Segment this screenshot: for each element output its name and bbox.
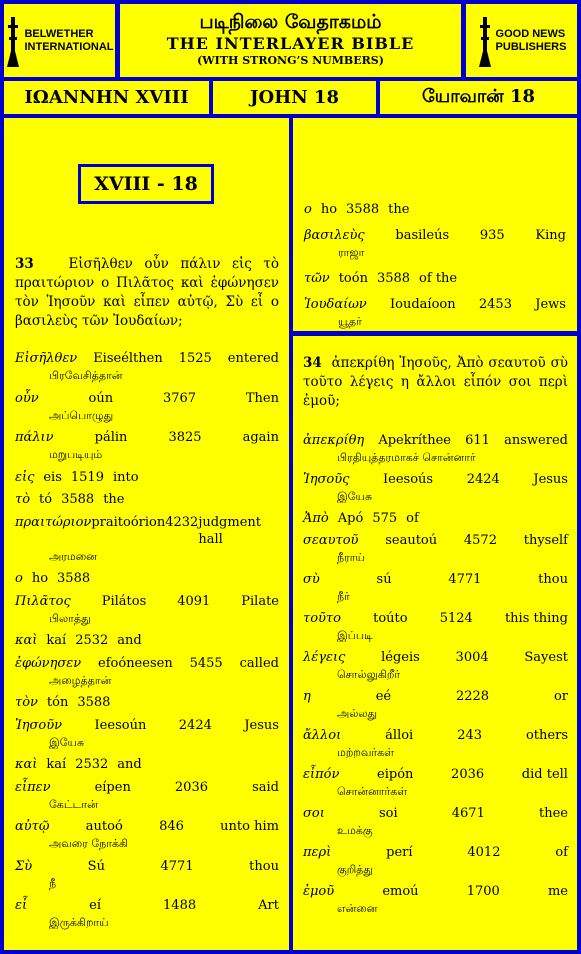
strongs-number: 846 xyxy=(159,819,184,834)
transliteration: perí xyxy=(386,845,413,860)
strongs-number: 4572 xyxy=(463,533,497,548)
strongs-number: 4012 xyxy=(467,845,501,860)
greek-word: τὸν xyxy=(15,695,38,710)
tamil-gloss: யூதர் xyxy=(338,315,362,328)
word-entry xyxy=(303,571,568,605)
word-entry xyxy=(15,756,279,773)
transliteration: tón xyxy=(46,695,69,710)
strongs-number: 243 xyxy=(457,728,483,743)
strongs-number: 611 xyxy=(465,433,490,448)
right-bottom-column xyxy=(293,336,577,950)
transliteration: seautoú xyxy=(385,533,438,548)
english-gloss: others xyxy=(525,728,568,743)
word-entry xyxy=(303,727,568,761)
word-entry xyxy=(303,883,568,917)
chapter-label: XVIII - 18 xyxy=(78,164,214,204)
tamil-gloss: மற்றவர்கள் xyxy=(337,746,395,759)
greek-word: τῶν xyxy=(304,271,330,286)
word-list xyxy=(303,432,568,922)
greek-word: ἐφώνησεν xyxy=(15,655,82,671)
strongs-number: 2228 xyxy=(455,689,490,704)
english-gloss: judgment hall xyxy=(198,514,261,547)
word-list xyxy=(15,350,279,937)
book-tamil-label: யோவான் 18 xyxy=(421,86,536,107)
left-logo-box xyxy=(4,4,115,77)
strongs-number: 4091 xyxy=(177,593,211,609)
transliteration: Apekríthee xyxy=(378,433,451,448)
verse-34 xyxy=(303,354,568,411)
transliteration: efoóneesen xyxy=(98,655,173,671)
transliteration: Ieesoús xyxy=(383,472,434,487)
tamil-gloss: அப்பொழுது xyxy=(49,408,114,422)
title-english: THE INTERLAYER BIBLE xyxy=(166,34,415,53)
word-entry xyxy=(15,632,279,649)
verse-33 xyxy=(15,255,279,331)
greek-word: Σὺ xyxy=(15,858,33,874)
word-entry xyxy=(303,688,568,722)
bellwether-logo-icon xyxy=(5,15,21,67)
word-entry xyxy=(304,270,566,287)
greek-word: βασιλεὺς xyxy=(304,228,365,243)
english-gloss: me xyxy=(547,884,568,899)
strongs-number: 3588 xyxy=(376,271,411,286)
tamil-gloss: என்னை xyxy=(337,902,378,915)
greek-word: οὖν xyxy=(15,390,39,406)
english-gloss: and xyxy=(117,633,142,648)
transliteration: Ieesoún xyxy=(94,717,147,733)
right-logo-line1: GOOD NEWS xyxy=(495,27,566,40)
strongs-number: 2532 xyxy=(75,633,109,648)
greek-word: αὐτῷ xyxy=(15,819,50,834)
strongs-number: 2036 xyxy=(451,767,485,782)
english-gloss: into xyxy=(112,469,139,485)
english-gloss: or xyxy=(553,689,568,704)
tamil-gloss: சொல்லுகிறீர் xyxy=(337,668,401,681)
strongs-number: 4771 xyxy=(160,858,194,874)
word-entry xyxy=(303,844,568,878)
transliteration: ho xyxy=(320,202,338,217)
english-gloss: Jews xyxy=(535,297,566,312)
english-gloss: called xyxy=(239,655,279,671)
english-gloss: of xyxy=(555,845,568,860)
transliteration: toón xyxy=(338,271,368,286)
greek-word: καὶ xyxy=(15,757,38,772)
english-gloss: of the xyxy=(419,271,458,286)
greek-word: εἶ xyxy=(15,898,28,913)
title-tamil: படிநிலை வேதாகமம் xyxy=(199,11,382,33)
transliteration: eipón xyxy=(377,767,414,782)
strongs-number: 935 xyxy=(479,228,505,243)
strongs-number: 5124 xyxy=(439,611,473,626)
verse-number: 34 xyxy=(303,355,322,371)
english-gloss: again xyxy=(242,430,279,445)
greek-word: σεαυτοῦ xyxy=(303,533,359,548)
strongs-number: 2424 xyxy=(466,472,500,487)
word-entry xyxy=(303,805,568,839)
tamil-gloss: மறுபடியும் xyxy=(49,448,103,461)
strongs-number: 5455 xyxy=(189,655,223,671)
english-gloss: Jesus xyxy=(244,717,279,733)
book-english-label: JOHN 18 xyxy=(250,87,339,108)
transliteration: tó xyxy=(39,492,53,507)
word-entry xyxy=(15,818,279,852)
greek-word: Πιλᾶτος xyxy=(15,593,71,609)
tamil-gloss: உமக்கு xyxy=(337,824,373,837)
greek-word: ἀπεκρίθη xyxy=(303,433,365,448)
word-entry xyxy=(15,897,279,931)
tamil-gloss: இயேசு xyxy=(337,490,373,503)
transliteration: Sú xyxy=(87,858,105,874)
tamil-gloss: இருக்கிறாய் xyxy=(49,916,109,929)
greek-word: ἄλλοι xyxy=(303,728,342,743)
tamil-gloss: அழைத்தான் xyxy=(49,673,112,687)
greek-word: ἐμοῦ xyxy=(303,884,335,899)
english-gloss: Pilate xyxy=(241,593,279,609)
good-news-logo-icon xyxy=(477,15,493,67)
word-entry xyxy=(303,766,568,800)
greek-word: τοῦτο xyxy=(303,611,341,626)
greek-word: σοι xyxy=(303,806,325,821)
greek-word: καὶ xyxy=(15,633,38,648)
english-gloss: unto him xyxy=(220,819,279,834)
greek-word: Ἰουδαίων xyxy=(304,297,367,312)
greek-word: ο xyxy=(304,202,312,217)
word-entry xyxy=(15,694,279,711)
word-entry xyxy=(15,350,279,384)
english-gloss: entered xyxy=(227,351,279,366)
strongs-number: 4232 xyxy=(165,514,199,530)
strongs-number: 3588 xyxy=(346,202,380,217)
english-gloss: Then xyxy=(245,390,279,406)
left-column xyxy=(4,118,289,950)
greek-word: εἶπεν xyxy=(15,779,51,795)
strongs-number: 1519 xyxy=(70,469,104,485)
transliteration: Pilátos xyxy=(101,593,147,609)
tamil-gloss: பிரவேசித்தான் xyxy=(49,369,123,382)
word-entry xyxy=(303,610,568,644)
strongs-number: 1488 xyxy=(163,898,197,913)
english-gloss: and xyxy=(117,757,142,772)
transliteration: soi xyxy=(378,806,398,821)
strongs-number: 1700 xyxy=(466,884,500,899)
verse-text: Εἰσῆλθεν οὖν πάλιν εἰς τὸ πραιτώριον ο Πιλᾶτος καὶ ἐφώνησεν τὸν Ἰησοῦν καὶ εἶπεν αὐτῷ, Σὺ εἶ ο βασιλεὺς τῶν Ἰουδαίων; xyxy=(15,256,279,329)
english-gloss: King xyxy=(535,228,566,243)
strongs-number: 3825 xyxy=(168,430,202,445)
transliteration: eí xyxy=(89,898,101,913)
transliteration: Eiseélthen xyxy=(93,351,163,366)
word-entry xyxy=(303,532,568,566)
right-logo-line2: PUBLISHERS xyxy=(495,40,567,53)
word-entry xyxy=(15,390,279,424)
strongs-number: 575 xyxy=(372,511,398,526)
word-list xyxy=(304,201,566,331)
strongs-number: 3588 xyxy=(61,492,95,507)
greek-word: περὶ xyxy=(303,845,332,860)
tamil-gloss: ராஜா xyxy=(338,246,365,259)
verse-text: ἀπεκρίθη Ἰησοῦς, Ἀπὸ σεαυτοῦ σὺ τοῦτο λέγεις η ἄλλοι εἶπόν σοι περὶ ἐμοῦ; xyxy=(303,355,568,409)
book-tamil xyxy=(380,81,577,114)
english-gloss: the xyxy=(103,492,125,507)
tamil-gloss: இப்படி xyxy=(337,629,373,642)
transliteration: basileús xyxy=(395,228,450,243)
word-entry xyxy=(15,469,279,486)
strongs-number: 3588 xyxy=(57,571,91,586)
english-gloss: thyself xyxy=(523,533,568,548)
tamil-gloss: நீராய் xyxy=(337,551,365,564)
word-entry xyxy=(15,491,279,508)
tamil-gloss: அரமனை xyxy=(49,549,97,563)
tamil-gloss: அவரை நோக்கி xyxy=(49,837,129,850)
word-entry xyxy=(15,717,279,751)
english-gloss: said xyxy=(252,779,279,795)
tamil-gloss: அல்லது xyxy=(337,707,378,720)
word-entry xyxy=(15,858,279,892)
left-logo-line2: INTERNATIONAL xyxy=(24,40,114,53)
word-entry xyxy=(15,655,279,689)
greek-word: Ἰησοῦν xyxy=(15,717,63,733)
tamil-gloss: பிலாத்து xyxy=(49,611,91,625)
strongs-number: 2453 xyxy=(478,297,512,312)
word-entry xyxy=(303,649,568,683)
word-entry xyxy=(15,593,279,627)
english-gloss: of xyxy=(406,511,419,526)
greek-word: πραιτώριον xyxy=(15,514,92,530)
transliteration: eis xyxy=(43,469,62,485)
left-logo-line1: BELWETHER xyxy=(24,27,94,40)
strongs-number: 2424 xyxy=(178,717,212,733)
word-entry xyxy=(303,510,568,527)
transliteration: eípen xyxy=(94,779,131,795)
english-gloss: the xyxy=(388,202,410,217)
verse-number: 33 xyxy=(15,256,34,272)
greek-word: εἰς xyxy=(15,469,35,485)
transliteration: álloi xyxy=(385,728,414,743)
greek-word: Ἀπὸ xyxy=(303,511,329,526)
strongs-number: 3588 xyxy=(77,695,111,710)
word-entry xyxy=(304,201,566,218)
word-entry xyxy=(15,514,279,565)
greek-word: τὸ xyxy=(15,492,31,507)
tamil-gloss: கேட்டான் xyxy=(49,797,98,811)
english-gloss: this thing xyxy=(504,611,568,626)
greek-word: σὺ xyxy=(303,572,320,587)
tamil-gloss: நீர் xyxy=(337,590,350,603)
book-greek-label: ΙΩΑΝΝΗΝ XVIII xyxy=(24,87,189,108)
english-gloss: answered xyxy=(504,433,568,448)
greek-word: εἶπόν xyxy=(303,767,340,782)
greek-word: ο xyxy=(15,571,23,586)
english-gloss: Art xyxy=(258,898,279,913)
strongs-number: 4671 xyxy=(451,806,485,821)
english-gloss: thou xyxy=(538,572,568,587)
tamil-gloss: குறித்து xyxy=(337,863,373,876)
english-gloss: did tell xyxy=(521,767,568,782)
greek-word: η xyxy=(303,689,311,704)
strongs-number: 4771 xyxy=(448,572,482,587)
transliteration: emoú xyxy=(382,884,419,899)
english-gloss: thee xyxy=(538,806,568,821)
transliteration: légeis xyxy=(381,650,420,665)
tamil-gloss: நீ xyxy=(49,876,57,890)
word-entry xyxy=(303,471,568,505)
transliteration: Ioudaíoon xyxy=(390,297,456,312)
strongs-number: 2532 xyxy=(75,757,109,772)
tamil-gloss: சொன்னார்கள் xyxy=(337,785,408,798)
word-entry xyxy=(303,432,568,466)
english-gloss: Jesus xyxy=(533,472,568,487)
book-greek xyxy=(4,81,209,114)
transliteration: sú xyxy=(376,572,392,587)
tamil-gloss: இயேசு xyxy=(49,735,85,749)
tamil-gloss: பிரதியுத்தரமாகச் சொன்னார் xyxy=(337,451,476,464)
transliteration: pálin xyxy=(94,430,128,445)
strongs-number: 1525 xyxy=(178,351,212,366)
word-entry xyxy=(15,429,279,463)
strongs-number: 3004 xyxy=(455,650,489,665)
transliteration: kaí xyxy=(46,633,67,648)
greek-word: Ἰησοῦς xyxy=(303,472,350,487)
greek-word: λέγεις xyxy=(303,650,346,665)
transliteration: autoó xyxy=(85,819,123,834)
english-gloss: Sayest xyxy=(524,650,568,665)
word-entry xyxy=(304,227,566,261)
word-entry xyxy=(15,570,279,587)
book-english xyxy=(213,81,376,114)
strongs-number: 2036 xyxy=(174,779,208,795)
transliteration: praitoórion xyxy=(91,514,166,530)
greek-word: Εἰσῆλθεν xyxy=(15,351,78,366)
right-logo-box xyxy=(466,4,577,77)
greek-word: πάλιν xyxy=(15,430,54,445)
transliteration: kaí xyxy=(46,757,67,772)
word-entry xyxy=(304,296,566,330)
title-subtitle: (WITH STRONG’S NUMBERS) xyxy=(197,54,384,67)
transliteration: toúto xyxy=(373,611,408,626)
strongs-number: 3767 xyxy=(162,390,197,406)
transliteration: Apó xyxy=(337,511,364,526)
word-entry xyxy=(15,779,279,813)
transliteration: ho xyxy=(31,571,49,586)
title-box xyxy=(120,4,461,77)
transliteration: eé xyxy=(375,689,392,704)
transliteration: oún xyxy=(88,390,114,406)
english-gloss: thou xyxy=(249,858,279,874)
right-top-column xyxy=(293,118,577,331)
